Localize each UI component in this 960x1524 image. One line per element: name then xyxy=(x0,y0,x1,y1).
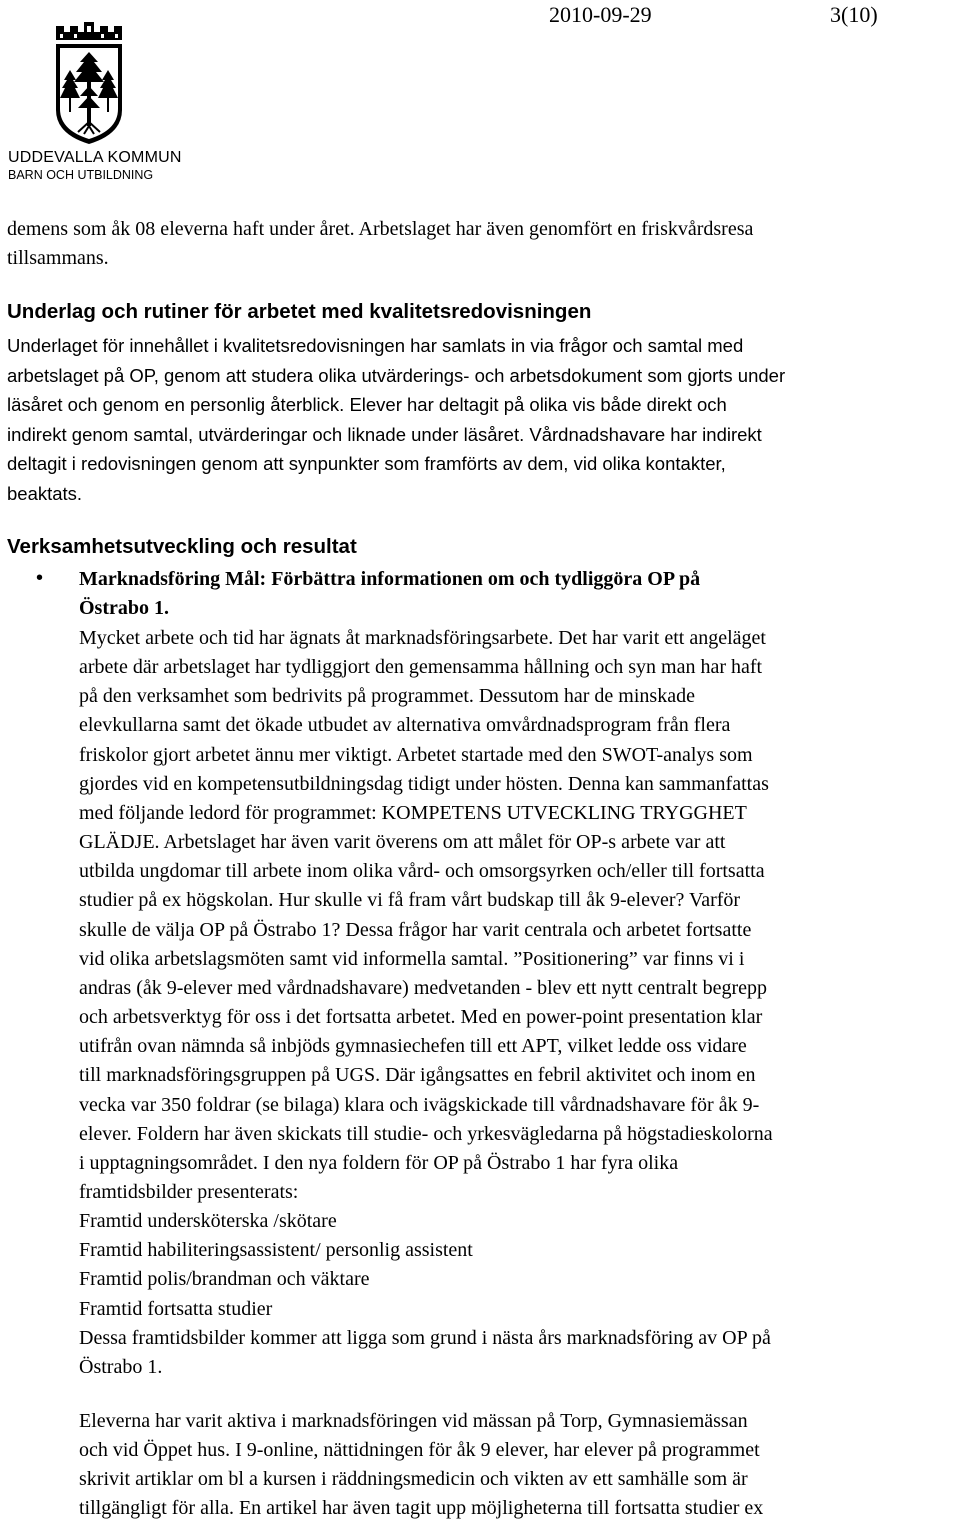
text-line: till marknadsföringsgruppen på UGS. Där igångsattes en febril aktivitet och inom en xyxy=(79,1064,756,1087)
text-line: vid olika arbetslagsmöten samt vid informella samtal. ”Positionering” var finns vi i xyxy=(79,947,745,970)
text-line: deltagit i redovisningen genom att synpunkter som framförts av dem, vid olika kontakter, xyxy=(7,453,726,474)
text-line: utifrån ovan nämnda så inbjöds gymnasiechefen till ett APT, vilket ledde oss vidare xyxy=(79,1035,747,1058)
text-line: Framtid habiliteringsassistent/ personlig assistent xyxy=(79,1239,473,1262)
text-line: GLÄDJE. Arbetslaget har även varit överens om att målet för OP-s arbete var att xyxy=(79,831,726,854)
text-line: utbilda ungdomar till arbete inom olika vård- och omsorgsyrken och/eller till fortsatta xyxy=(79,860,765,883)
text-line: på den verksamhet som bedrivits på programmet. Dessutom har de minskade xyxy=(79,685,695,708)
text-line: arbete där arbetslaget har tydliggjort den gemensamma hållning och syn man har haft xyxy=(79,656,763,679)
section-paragraph-underlag xyxy=(7,331,953,508)
text-line: skrivit artiklar om bl a kursen i räddningsmedicin och vikten av ett samhälle som är xyxy=(79,1468,748,1491)
text-line: andras (åk 9-elever med vårdnadshavare) medvetanden - blev ett nytt centralt begrepp xyxy=(79,976,768,999)
text-line: i upptagningsområdet. I den nya foldern för OP på Östrabo 1 har fyra olika xyxy=(79,1151,679,1174)
text-line: Framtid fortsatta studier xyxy=(79,1297,273,1320)
text-line: friskolor gjort arbetet ännu mer viktigt. Arbetet startade med den SWOT-analys som xyxy=(79,743,753,766)
logo-municipality-name: UDDEVALLA KOMMUN xyxy=(8,149,182,166)
text-line: demens som åk 08 eleverna haft under året. Arbetslaget har även genomfört en friskvårdsresa xyxy=(7,218,754,240)
bullet-body-continued xyxy=(79,1407,957,1524)
text-line: tillgängligt för alla. En artikel har även tagit upp möjligheterna till fortsatta studier ex xyxy=(79,1497,764,1520)
bullet-icon: • xyxy=(36,567,44,589)
page-number: 3(10) xyxy=(830,2,878,27)
text-line: Östrabo 1. xyxy=(79,597,169,620)
text-line: framtidsbilder presenterats: xyxy=(79,1180,299,1203)
text-line: tillsammans. xyxy=(7,247,109,269)
text-line: skulle de välja OP på Östrabo 1? Dessa frågor har varit centrala och arbetet fortsatte xyxy=(79,918,752,941)
text-line: Framtid polis/brandman och väktare xyxy=(79,1268,370,1291)
text-line: Eleverna har varit aktiva i marknadsföringen vid mässan på Torp, Gymnasiemässan xyxy=(79,1410,748,1432)
text-line: och arbetsverktyg för oss i det fortsatta arbetet. Med en power-point presentation klar xyxy=(79,1006,763,1029)
bullet-title xyxy=(79,565,957,623)
text-line: gjordes vid en kompetensutbildningsdag tidigt under hösten. Denna kan sammanfattas xyxy=(79,772,769,795)
text-line: elevkullarna samt det ökade utbudet av alternativa omvårdnadsprogram från flera xyxy=(79,714,731,737)
section-heading-verksamhet: Verksamhetsutveckling och resultat xyxy=(7,535,357,558)
text-line: vecka var 350 foldrar (se bilaga) klara och ivägskickade till vårdnadshavare för åk 9- xyxy=(79,1093,760,1116)
text-line: läsåret och genom en personlig återblick. Elever har deltagit på olika vis både direkt och xyxy=(7,394,727,415)
text-line: Östrabo 1. xyxy=(79,1355,163,1378)
bullet-body xyxy=(79,624,957,1382)
text-line: Underlaget för innehållet i kvalitetsredovisningen har samlats in via frågor och samtal med xyxy=(7,335,744,356)
text-line: Marknadsföring Mål: Förbättra informationen om och tydliggöra OP på xyxy=(79,568,701,590)
text-line: beaktats. xyxy=(7,482,83,504)
intro-paragraph xyxy=(7,215,953,273)
text-line: och vid Öppet hus. I 9-online, nättidningen för åk 9 elever, har elever på programmet xyxy=(79,1439,760,1462)
text-line: Dessa framtidsbilder kommer att ligga som grund i nästa års marknadsföring av OP på xyxy=(79,1326,771,1349)
text-line: arbetslaget på OP, genom att studera olika utvärderings- och arbetsdokument som gjorts under xyxy=(7,364,786,386)
section-heading-underlag: Underlag och rutiner för arbetet med kvalitetsredovisningen xyxy=(7,300,592,323)
text-line: indirekt genom samtal, utvärderingar och liknade under läsåret. Vårdnadshavare har indirekt xyxy=(7,423,762,445)
text-line: med följande ledord för programmet: KOMPETENS UTVECKLING TRYGGHET xyxy=(79,801,747,824)
logo-department-name: BARN OCH UTBILDNING xyxy=(8,168,154,182)
text-line: Mycket arbete och tid har ägnats åt marknadsföringsarbete. Det har varit ett angeläget xyxy=(79,627,766,649)
text-line: elever. Foldern har även skickats till studie- och yrkesvägledarna på högstadieskolorna xyxy=(79,1122,773,1145)
text-line: Framtid undersköterska /skötare xyxy=(79,1210,337,1233)
document-date: 2010-09-29 xyxy=(549,2,652,27)
text-line: studier på ex högskolan. Hur skulle vi få fram vårt budskap till åk 9-elever? Varför xyxy=(79,889,741,912)
coat-of-arms-icon xyxy=(8,22,188,147)
